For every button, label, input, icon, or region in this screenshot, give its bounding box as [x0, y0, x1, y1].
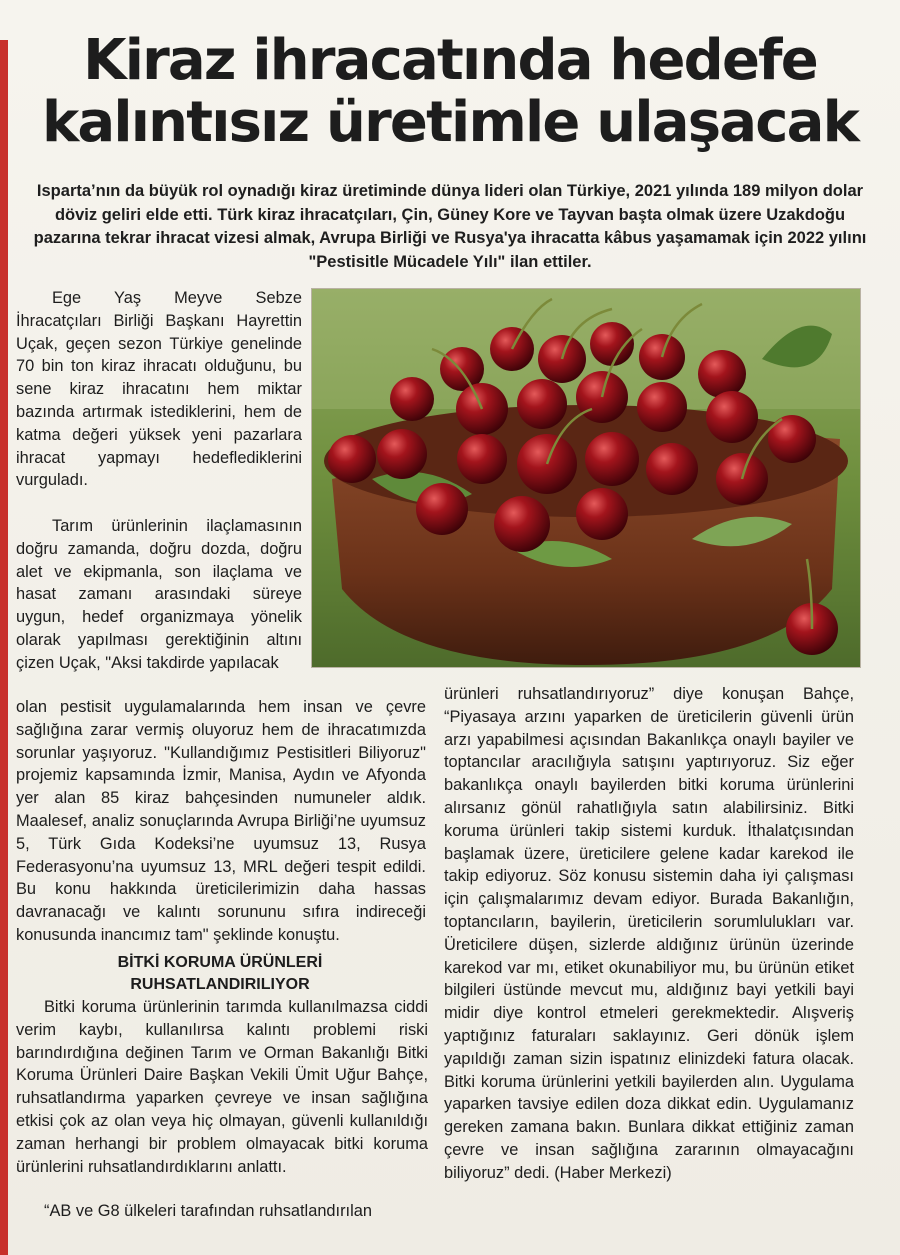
body-paragraph-4: “AB ve G8 ülkeleri tarafından ruhsatlandırılan	[44, 1202, 372, 1220]
headline-line-2: kalıntısız üretimle ulaşacak	[41, 90, 859, 155]
body-paragraph-1: Ege Yaş Meyve Sebze İhracatçıları Birliği Başkanı Hayrettin Uçak, geçen sezon Türkiye genelinde 70 bin ton kiraz ihracatı olduğunu, bu sene kiraz ihracatını hem miktar bazında artırmak istediklerini, hem de katma değeri yüksek yeni pazarlara ihracat yapmayı hedeflediklerini vurguladı.	[16, 289, 302, 490]
body-paragraph-3: Bitki koruma ürünlerinin tarımda kullanılmazsa ciddi verim kaybı, kullanılırsa kalıntı problemi riski barındırdığına değinen Tarım ve Orman Bakanlığı Bitki Koruma Ürünleri Daire Başkan Vekili Ümit Uğur Bahçe, ruhsatlandırma yaparken çevreye ve insan sağlığına etkisi çok az olan veya hiç olmayan, güvenli kullanıldığı zaman herhangi bir problem olmayacak bitki koruma ürünlerini ruhsatlandırdıklarını anlattı.	[16, 998, 428, 1176]
cherries-in-bowl-icon	[312, 289, 860, 667]
lede-paragraph: Isparta’nın da büyük rol oynadığı kiraz üretiminde dünya lideri olan Türkiye, 2021 yılında 189 milyon dolar döviz geliri elde etti. Türk kiraz ihracatçıları, Çin, Güney Kore ve Tayvan başta olmak üzere Uzakdoğu pazarına tekrar ihracat vizesi almak, Avrupa Birliği ve Rusya'ya ihracatta kâbus yaşamamak için 2022 yılını "Pestisitle Mücadele Yılı" ilan ettiler.	[33, 182, 867, 271]
cherries-photo	[312, 289, 860, 667]
section-subhead: BİTKİ KORUMA ÜRÜNLERİ RUHSATLANDIRILIYOR	[117, 954, 323, 993]
headline-line-1: Kiraz ihracatında hedefe	[83, 28, 817, 93]
headline	[14, 30, 886, 154]
body-paragraph-5: ürünleri ruhsatlandırıyoruz” diye konuşan Bahçe, “Piyasaya arzını yaparken de üreticilerin güvenli ürün arzı yapabilmesi açısından Bakanlıkça onaylı bayiler ve toptancılar aracılığıyla satışını yaptırıyoruz. Siz eğer bakanlıkça onaylı bayilerden bitki koruma ürünlerini alırsanız gönül rahatlığıyla satın alabilirsiniz. Bitki koruma ürünleri takip sistemi kurduk. İthalatçısından başlamak üzere, üreticilere gelene kadar karekod ile takip ediyoruz. Söz konusu sistemin daha iyi çalışması için çalışmalarımız devam ediyor. Burada Bakanlığın, toptancıların, bayilerin, üreticilerin sorumlulukları var. Üreticilere düşen, sizlerde aldığınız ürünün üzerinde karekod var mı, etiket okunabiliyor mu, bu ürünün etiket bilgileri üstünde mevcut mu, aldığınız bayi yetkili bayi midir diye kontrol etmeleri gerekmektedir. Alışveriş yaptığınız faturaları saklayınız. Geri dönük işlem yapıldığı zaman sizin ispatınız elinizdeki fatura olacak. Bitki koruma ürünlerini yetkili bayilerden alın. Uygulama yaparken tavsiye edilen doza dikkat edin. Uygulamanız gereken zamana bakın. Bunlara dikkat ettiğiniz zaman çevre ve insan sağlığına zararının olmayacağını biliyoruz” dedi. (Haber Merkezi)	[444, 685, 854, 1182]
red-margin-rule	[0, 40, 8, 1255]
body-paragraph-2-wide: olan pestisit uygulamalarında hem insan ve çevre sağlığına zarar vermiş oluyoruz hem de ihracatımızda sorunlar yaşıyoruz. "Kullandığımız Pestisitleri Biliyoruz" projemiz kapsamında İzmir, Manisa, Aydın ve Afyonda yer alan 85 kiraz bahçesinden numuneler aldık. Maalesef, analiz sonuçlarında Avrupa Birliği’ne uyumsuz 5, Türk Gıda Kodeksi’ne uyumsuz 13, Rusya Federasyonu’na uyumsuz 13, MRL değeri tespit edildi. Bu konu hakkında üreticilerimizin daha hassas davranacağı ve kalıntı sorununu sıfıra indireceği konusunda inancımız tam" şeklinde konuştu.	[16, 698, 426, 944]
body-paragraph-2-narrow: Tarım ürünlerinin ilaçlamasının doğru zamanda, doğru dozda, doğru alet ve ekipmanla, son ilaçlama ve hasat zamanı arasındaki süreye uygun, hedef organizmaya yönelik olarak yapılması gerektiğinin altını çizen Uçak, "Aksi takdirde yapılacak	[16, 517, 302, 672]
